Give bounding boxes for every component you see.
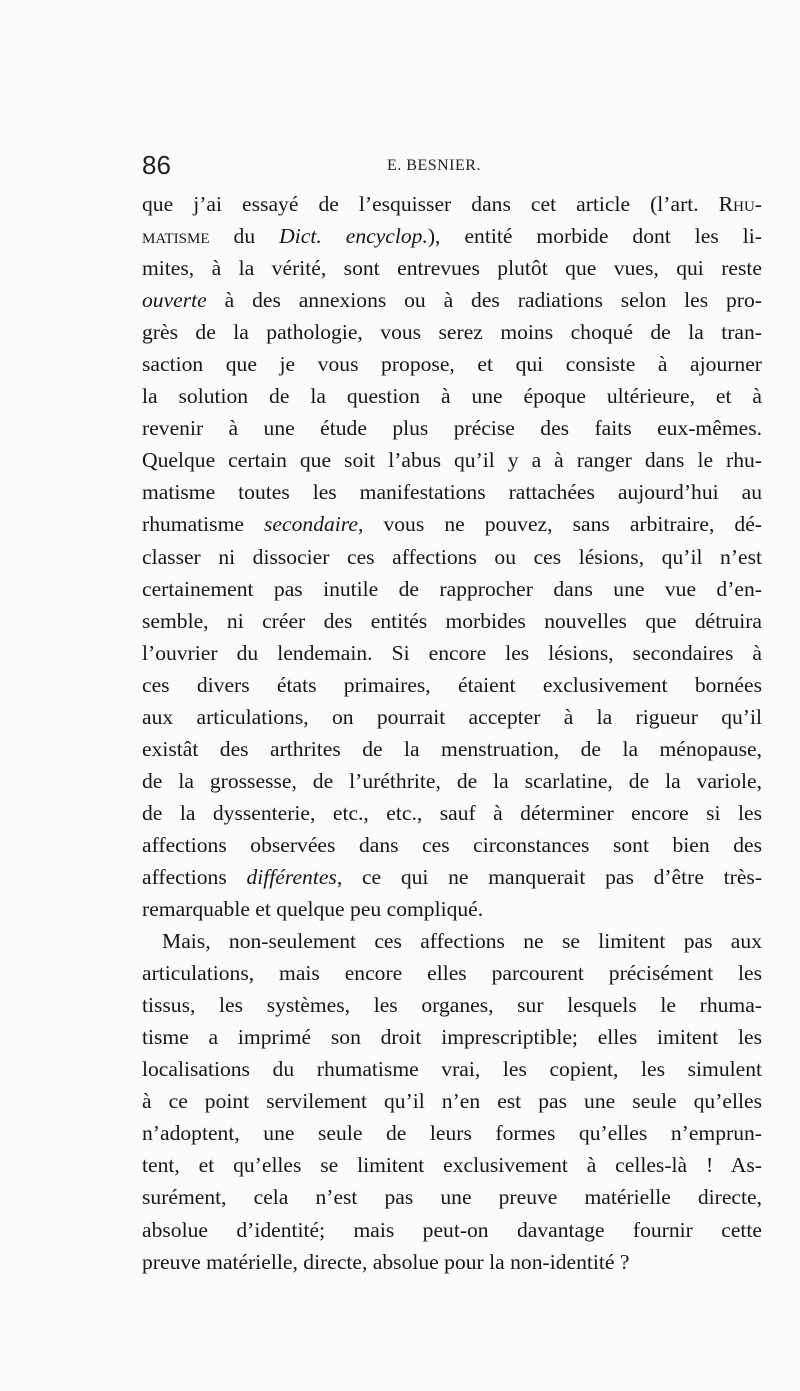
text-run: de la grossesse, de l’uréthrite, de la scarlatine, de la variole, [142, 768, 762, 793]
text-run: existât des arthrites de la menstruation, de la ménopause, [142, 736, 762, 761]
text-line [142, 957, 762, 989]
text-run: la solution de la question à une époque ultérieure, et à [142, 384, 762, 409]
text-line [142, 669, 762, 701]
text-line [142, 541, 762, 573]
text-line [142, 765, 762, 797]
text-run: Mais, non-seulement ces affections ne se limitent pas aux [162, 929, 762, 954]
text-line [142, 637, 762, 669]
text-run: de la dyssenterie, etc., etc., sauf à déterminer encore si les [142, 800, 762, 825]
text-run: l’ouvrier du lendemain. Si encore les lésions, secondaires à [142, 640, 762, 665]
text-line [142, 1246, 762, 1278]
text-run: articulations, mais encore elles parcourent précisément les [142, 961, 762, 986]
text-line [142, 797, 762, 829]
text-line [142, 861, 762, 893]
text-run: ), entité morbide dont les li- [427, 224, 762, 249]
text-line [142, 925, 762, 957]
text-line [142, 284, 762, 316]
italic-text: secondaire [264, 512, 358, 537]
text-line [142, 444, 762, 476]
text-run: tent, et qu’elles se limitent exclusivement à celles-là ! As- [142, 1153, 762, 1178]
text-run: classer ni dissocier ces affections ou ces lésions, qu’il n’est [142, 544, 762, 569]
text-run: affections [142, 864, 247, 889]
text-run: surément, cela n’est pas une preuve matérielle directe, [142, 1185, 762, 1210]
text-run: mites, à la vérité, sont entrevues plutôt que vues, qui reste [142, 256, 762, 281]
text-run: rhumatisme [142, 512, 265, 537]
text-run: semble, ni créer des entités morbides nouvelles que détruira [142, 608, 762, 633]
text-run: matisme toutes les manifestations rattachées aujourd’hui au [142, 480, 762, 505]
text-run: absolue d’identité; mais peut-on davantage fournir cette [142, 1217, 762, 1242]
text-run: , ce qui ne manquerait pas d’être très- [336, 864, 763, 889]
text-line [142, 1085, 762, 1117]
text-run: ces divers états primaires, étaient exclusivement bornées [142, 672, 762, 697]
text-run: affections observées dans ces circonstances sont bien des [142, 832, 762, 857]
paragraph [142, 925, 762, 1278]
text-line [142, 220, 762, 252]
text-line [142, 348, 762, 380]
text-line [142, 476, 762, 508]
text-run: aux articulations, on pourrait accepter à la rigueur qu’il [142, 704, 762, 729]
text-run: à des annexions ou à des radiations selon les pro- [206, 288, 762, 313]
text-run: à ce point servilement qu’il n’en est pas une seule qu’elles [142, 1089, 762, 1114]
text-run: , vous ne pouvez, sans arbitraire, dé- [357, 512, 763, 537]
text-line [142, 893, 762, 925]
italic-text: différentes [246, 864, 337, 889]
body-text [142, 188, 762, 1278]
text-line [142, 1021, 762, 1053]
paragraph [142, 188, 762, 925]
text-run: tisme a imprimé son droit imprescriptible; elles imitent les [142, 1025, 762, 1050]
text-line [142, 1214, 762, 1246]
text-line [142, 701, 762, 733]
text-run: Quelque certain que soit l’abus qu’il y a à ranger dans le rhu- [142, 448, 762, 473]
text-run: que j’ai essayé de l’esquisser dans cet article (l’art. [142, 192, 719, 216]
text-line [142, 1117, 762, 1149]
text-run: remarquable et quelque peu compliqué. [142, 897, 484, 922]
small-caps-text: Rhu- [718, 192, 762, 216]
text-run: revenir à une étude plus précise des faits eux-mêmes. [142, 416, 762, 441]
text-line [142, 573, 762, 605]
text-line [142, 380, 762, 412]
text-run: localisations du rhumatisme vrai, les copient, les simulent [142, 1057, 762, 1082]
text-run: tissus, les systèmes, les organes, sur lesquels le rhuma- [142, 993, 762, 1018]
text-line [142, 508, 762, 540]
text-line [142, 252, 762, 284]
text-line [142, 829, 762, 861]
text-line [142, 1053, 762, 1085]
text-line [142, 605, 762, 637]
page-header [142, 150, 762, 182]
small-caps-text: matisme [142, 224, 210, 249]
page-number: 86 [142, 150, 171, 180]
text-line [142, 733, 762, 765]
text-run: n’adoptent, une seule de leurs formes qu’elles n’emprun- [142, 1121, 762, 1146]
running-head: E. BESNIER. [387, 157, 481, 174]
text-line [142, 316, 762, 348]
text-run: preuve matérielle, directe, absolue pour la non-identité ? [142, 1249, 630, 1274]
text-line [142, 1149, 762, 1181]
text-run: du [209, 224, 280, 249]
text-line [142, 412, 762, 444]
text-run: saction que je vous propose, et qui consiste à ajourner [142, 352, 762, 377]
text-line [142, 1181, 762, 1213]
text-line [142, 989, 762, 1021]
text-line [142, 188, 762, 220]
italic-text: Dict. encyclop. [279, 224, 428, 249]
italic-text: ouverte [142, 288, 207, 313]
text-run: grès de la pathologie, vous serez moins choqué de la tran- [142, 320, 762, 345]
text-run: certainement pas inutile de rapprocher dans une vue d’en- [142, 576, 762, 601]
